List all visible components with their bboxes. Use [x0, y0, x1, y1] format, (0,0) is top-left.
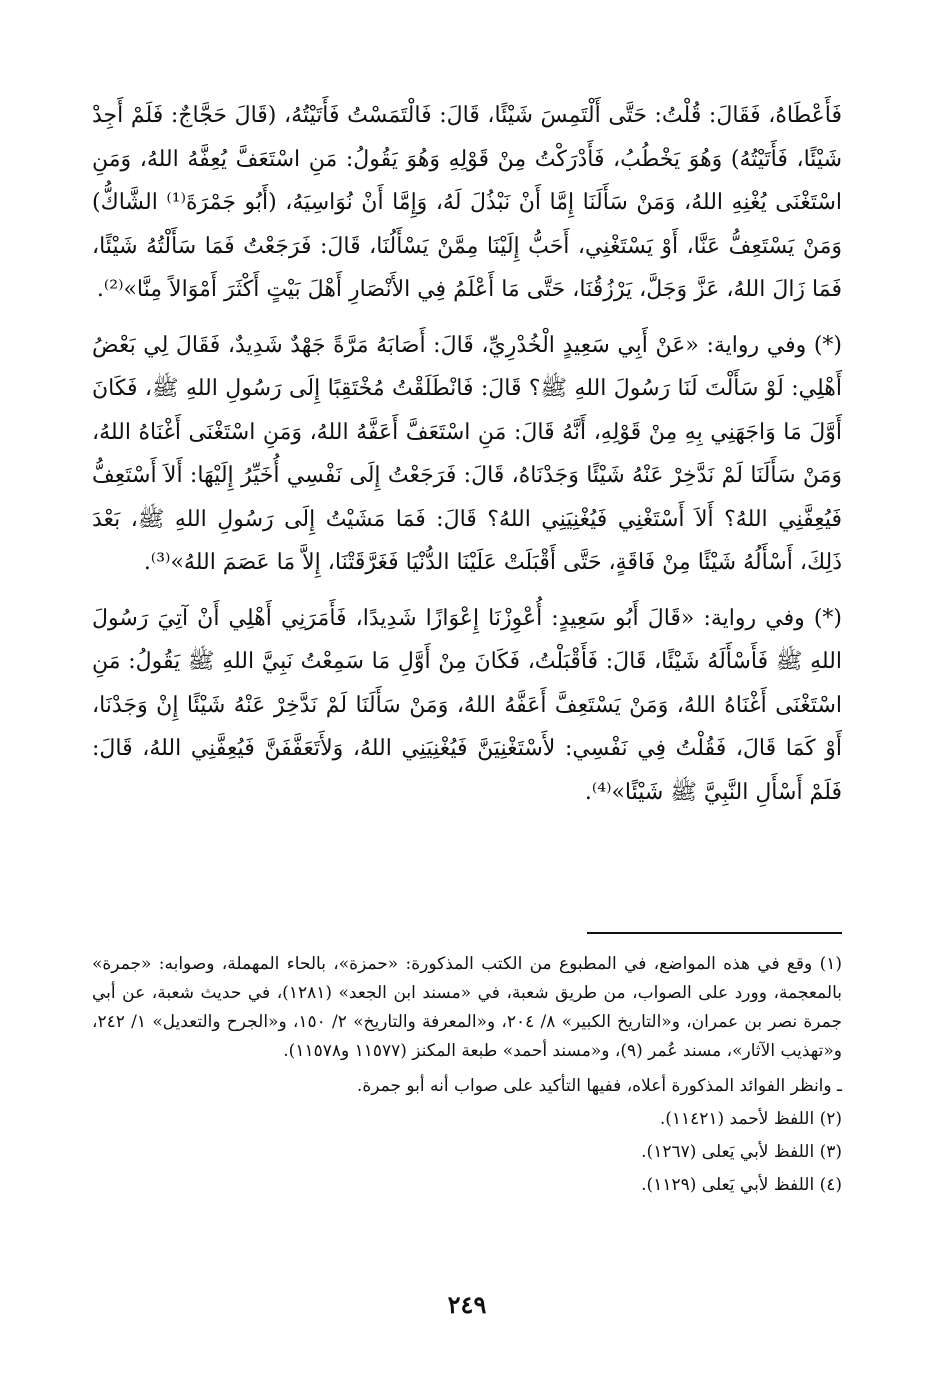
- paragraph-3: (*) وفي رواية: «قَالَ أَبُو سَعِيدٍ: أُعْوِزْنَا إِعْوَازًا شَدِيدًا، فَأَمَرَنِي أَهْلِي أَنْ آتِيَ رَسُولَ اللهِ ﷺ فَأَسْأَلَهُ شَيْئًا، قَالَ: فَأَقْبَلْتُ، فَكَانَ مِنْ أَوَّلِ مَا سَمِعْتُ نَبِيَّ اللهِ ﷺ يَقُولُ: مَنِ اسْتَغْنَى أَغْنَاهُ اللهُ، وَمَنْ يَسْتَعِفَّ أَعَفَّهُ اللهُ، وَمَنْ سَأَلَنَا لَمْ نَدَّخِرْ عَنْهُ شَيْئًا إِنْ وَجَدْنَا، أَوْ كَمَا قَالَ، فَقُلْتُ فِي نَفْسِي: لأَسْتَغْنِيَنَّ فَيُغْنِيَنِي اللهُ، وَلأَتَعَفَّفَنَّ فَيُعِفَّنِي اللهُ، قَالَ: فَلَمْ أَسْأَلِ النَّبِيَّ ﷺ شَيْئًا»⁽⁴⁾.: [92, 605, 842, 805]
- page-number: ٢٤٩: [447, 1290, 487, 1319]
- footnotes: [92, 950, 842, 1200]
- footnote-1: (١) وقع في هذه المواضع، في المطبوع من الكتب المذكورة: «حمزة»، بالحاء المهملة، وصوابه: «جمرة» بالمعجمة، وورد على الصواب، من طريق شعبة، في «مسند ابن الجعد» (١٢٨١)، في حديث شعبة، عن أبي جمرة نصر بن عمران، و«التاريخ الكبير» ٨/ ٢٠٤، و«المعرفة والتاريخ» ٢/ ١٥٠، و«الجرح والتعديل» ١/ ٢٤٢، و«تهذيب الآثار»، مسند عُمر (٩)، و«مسند أحمد» طبعة المكنز (١١٥٧٧ و١١٥٧٨).: [92, 954, 842, 1061]
- footnote-4: (٤) اللفظ لأبي يَعلى (١١٢٩).: [641, 1175, 842, 1195]
- paragraph-1: فَأَعْطَاهُ، فَقَالَ: قُلْتُ: حَتَّى أَلْتَمِسَ شَيْئًا، قَالَ: فَالْتَمَسْتُ فَأَتَيْتُهُ، (قَالَ حَجَّاجٌ: فَلَمْ أَجِدْ شَيْئًا، فَأَتَيْتُهُ) وَهُوَ يَخْطُبُ، فَأَدْرَكْتُ مِنْ قَوْلِهِ وَهُوَ يَقُولُ: مَنِ اسْتَعَفَّ يُعِفَّهُ اللهُ، وَمَنِ اسْتَغْنَى يُغْنِهِ اللهُ، وَمَنْ سَأَلَنَا إِمَّا أَنْ نَبْذُلَ لَهُ، وَإِمَّا أَنْ نُوَاسِيَهُ، (أَبُو جَمْرَةَ⁽¹⁾ الشَّاكُّ) وَمَنْ يَسْتَعِفُّ عَنَّا، أَوْ يَسْتَغْنِي، أَحَبُّ إِلَيْنَا مِمَّنْ يَسْأَلُنَا، قَالَ: فَرَجَعْتُ فَمَا سَأَلْتُهُ شَيْئًا، فَمَا زَالَ اللهُ، عَزَّ وَجَلَّ، يَرْزُقُنَا، حَتَّى مَا أَعْلَمُ فِي الأَنْصَارِ أَهْلَ بَيْتٍ أَكْثَرَ أَمْوَالاً مِنَّا»⁽²⁾.: [92, 103, 842, 302]
- footnote-separator: [587, 932, 842, 934]
- footnote-1-continuation: ـ وانظر الفوائد المذكورة أعلاه، ففيها التأكيد على صواب أنه أبو جمرة.: [356, 1076, 842, 1096]
- footnote-2: (٢) اللفظ لأحمد (١١٤٢١).: [659, 1109, 842, 1129]
- footnote-3: (٣) اللفظ لأبي يَعلى (١٢٦٧).: [641, 1142, 842, 1162]
- main-text: [92, 94, 842, 814]
- paragraph-2: (*) وفي رواية: «عَنْ أَبِي سَعِيدٍ الْخُدْرِيِّ، قَالَ: أَصَابَهُ مَرَّةً جَهْدٌ شَدِيدٌ، فَقَالَ لِي بَعْضُ أَهْلِي: لَوْ سَأَلْتَ لَنَا رَسُولَ اللهِ ﷺ؟ قَالَ: فَانْطَلَقْتُ مُخْتَقِبًا إِلَى رَسُولِ اللهِ ﷺ، فَكَانَ أَوَّلَ مَا وَاجَهَنِي بِهِ مِنْ قَوْلِهِ، أَنَّهُ قَالَ: مَنِ اسْتَعَفَّ أَعَفَّهُ اللهُ، وَمَنِ اسْتَغْنَى أَغْنَاهُ اللهُ، وَمَنْ سَأَلَنَا لَمْ نَدَّخِرْ عَنْهُ شَيْئًا وَجَدْنَاهُ، قَالَ: فَرَجَعْتُ إِلَى نَفْسِي أُخَيِّرُ إِلَيْهَا: أَلاَ أَسْتَعِفُّ فَيُعِفَّنِي اللهُ؟ أَلاَ أَسْتَغْنِي فَيُغْنِيَنِي اللهُ؟ قَالَ: فَمَا مَشَيْتُ إِلَى رَسُولِ اللهِ ﷺ، بَعْدَ ذَلِكَ، أَسْأَلُهُ شَيْئًا مِنْ فَاقَةٍ، حَتَّى أَقْبَلَتْ عَلَيْنَا الدُّنْيَا فَغَرَّقَتْنَا، إِلاَّ مَا عَصَمَ اللهُ»⁽³⁾.: [92, 332, 842, 575]
